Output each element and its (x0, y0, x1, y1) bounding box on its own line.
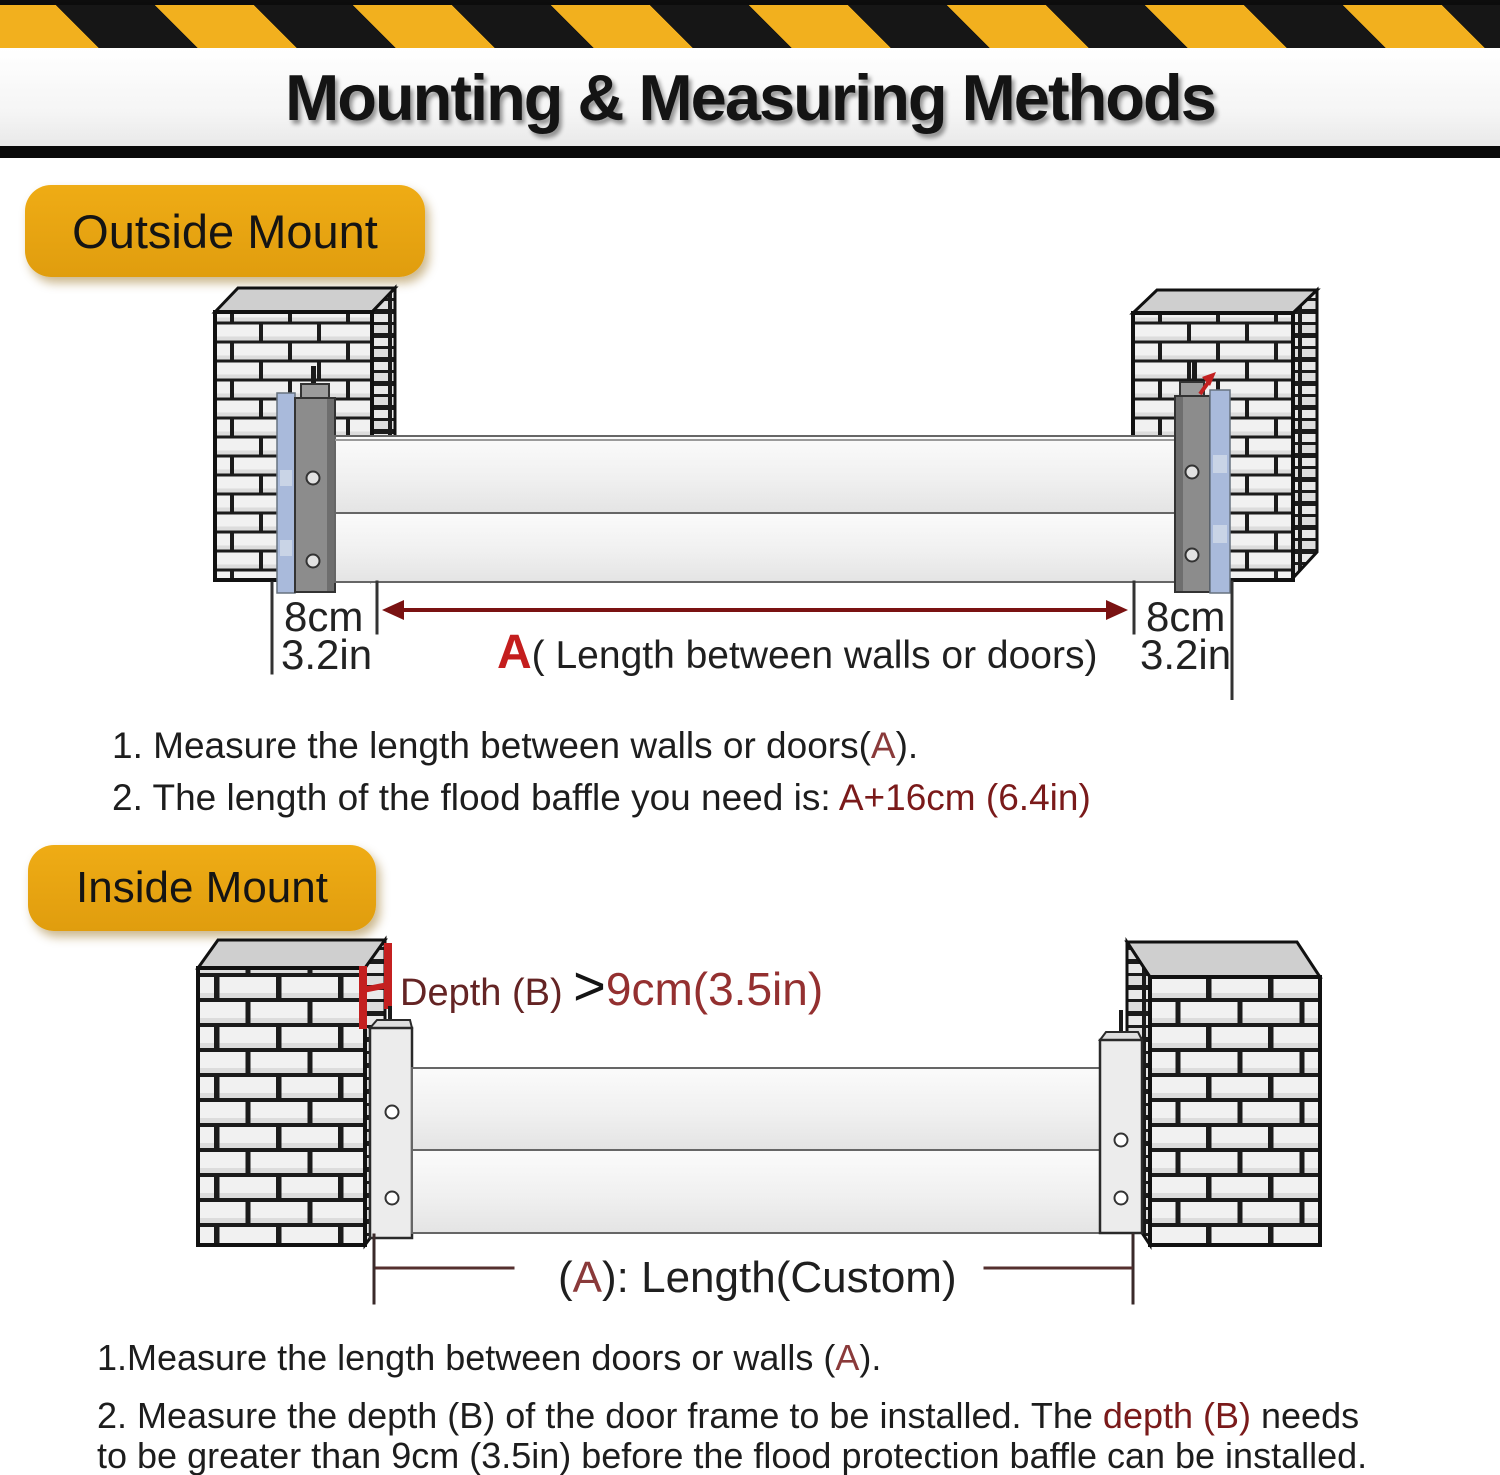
left-offset-in: 3.2in (281, 631, 373, 678)
inside-mount-diagram (0, 935, 1500, 1335)
outside-mount-badge-label: Outside Mount (72, 204, 378, 258)
inside-step-2-line-2: to be greater than 9cm (3.5in) before the flood protection baffle can be installed. (97, 1435, 1368, 1475)
inside-mount-badge (28, 845, 376, 931)
inside-right-pillar (1127, 942, 1320, 1245)
screw-hole (386, 1106, 399, 1119)
inside-mount-badge-label: Inside Mount (76, 863, 328, 912)
page-title: Mounting & Measuring Methods (285, 60, 1215, 134)
greater-than-sign: > (573, 954, 606, 1017)
outside-instructions (112, 720, 1091, 824)
inside-instructions (97, 1338, 1367, 1475)
span-label (497, 626, 1097, 679)
hazard-stripe-banner (0, 5, 1500, 48)
screw-hole (307, 472, 320, 485)
outside-mount-diagram (0, 280, 1500, 700)
inside-measurements (374, 1235, 1133, 1303)
inside-right-plate (1100, 1032, 1142, 1233)
title-band (0, 48, 1500, 146)
span-arrow (382, 600, 1128, 620)
outside-step-2: 2. The length of the flood baffle you need is: A+16cm (6.4in) (112, 777, 1091, 818)
outside-measurements (272, 582, 1232, 700)
screw-hole (386, 1192, 399, 1205)
span-label-a: A (497, 626, 532, 679)
inside-step-1: 1.Measure the length between doors or walls (A). (97, 1337, 882, 1378)
outside-left-bracket (277, 366, 335, 593)
inside-flood-barrier (412, 1068, 1102, 1233)
outside-mount-badge (25, 185, 425, 277)
screw-hole (1186, 549, 1199, 562)
screw-hole (307, 555, 320, 568)
inside-left-plate (370, 1020, 412, 1238)
outside-step-1: 1. Measure the length between walls or doors(A). (112, 725, 919, 766)
depth-label (400, 954, 823, 1017)
right-offset-in: 3.2in (1140, 631, 1232, 678)
length-label: (A): Length(Custom) (558, 1253, 957, 1302)
left-offset-cm: 8cm (284, 593, 364, 640)
screw-hole (1186, 466, 1199, 479)
inside-step-2-line-1: 2. Measure the depth (B) of the door frame to be installed. The depth (B) needs (97, 1395, 1360, 1436)
span-label-rest: ( Length between walls or doors) (531, 634, 1098, 677)
header-divider (0, 146, 1500, 158)
screw-hole (1115, 1192, 1128, 1205)
right-offset-cm: 8cm (1146, 593, 1226, 640)
screw-hole (1115, 1134, 1128, 1147)
depth-label-text: Depth (B) (400, 972, 574, 1014)
depth-value: 9cm(3.5in) (605, 963, 824, 1015)
inside-left-pillar (198, 940, 385, 1245)
outside-right-bracket (1175, 360, 1230, 593)
spacer (97, 1378, 1367, 1396)
outside-flood-barrier (335, 436, 1175, 582)
